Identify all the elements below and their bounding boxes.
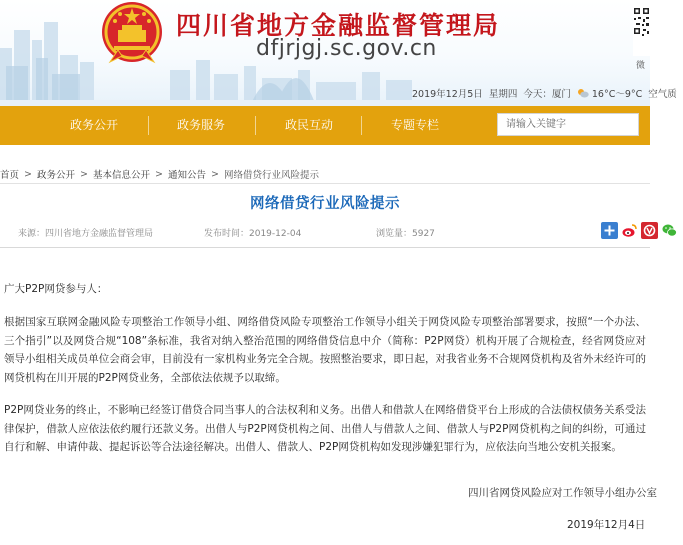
renren-icon[interactable] (641, 222, 658, 239)
article-source: 来源：四川省地方金融监督管理局 (18, 229, 154, 239)
article-signature: 四川省网贷风险应对工作领导小组办公室 (468, 487, 657, 499)
nav-divider (255, 116, 256, 135)
nav-item-government-affairs[interactable]: 政务公开 (69, 118, 118, 132)
article-paragraph: 根据国家互联网金融风险专项整治工作领导小组、网络借贷风险专项整治工作领导小组关于网贷风险专项整治部署要求，按照“一个办法、三个指引”以及网贷合规“108”条标准，我省对纳入整治范围的网络借贷信息中介（简称：P2P网贷）机构开展了合规检查，经省网贷应对领导小组相关成员单位会商会审，目前没有一家机构业务完全合规。按照整治要求，即日起，对我省业务不合规网贷机构及省外未经许可的网贷机构在川开展的P2P网贷业务，全部依法依规予以取缔。 (4, 316, 646, 384)
breadcrumb-notices[interactable]: 通知公告 (167, 170, 206, 181)
divider (0, 183, 650, 184)
divider (0, 247, 650, 248)
share-bar (601, 222, 681, 239)
qr-code-icon[interactable] (633, 4, 650, 56)
article-view-count: 浏览量：5927 (376, 229, 435, 239)
nav-divider (361, 116, 362, 135)
breadcrumb-basic-info[interactable]: 基本信息公开 (92, 170, 150, 181)
date-weather-bar (412, 86, 683, 100)
article-title: 网络借贷行业风险提示 (250, 196, 400, 212)
article-publish-date: 发布时间：2019-12-04 (204, 229, 302, 239)
plus-share-icon[interactable] (601, 222, 618, 239)
weather-city[interactable]: 厦门 (551, 89, 571, 100)
article-salutation: 广大P2P网贷参与人： (4, 283, 108, 295)
today-label: 今天： (523, 89, 552, 100)
article-paragraph: P2P网贷业务的终止，不影响已经签订借贷合同当事人的合法权利和义务。出借人和借款人在网络借贷平台上形成的合法债权债务关系受法律保护，借款人应依法依约履行还款义务。出借人与P2P网贷机构之间、出借人与借款人之间、借款人与P2P网贷机构之间的纠纷，可通过自行和解、申请仲裁、提起诉讼等合法途径解决。出借人、借款人、P2P网贷机构如发现涉嫌犯罪行为，应依法向当地公安机关报案。 (4, 404, 646, 453)
article-sign-date: 2019年12月4日 (567, 519, 646, 531)
breadcrumb-separator: > (24, 168, 32, 180)
breadcrumb-separator: > (210, 168, 219, 180)
weather-temperature: 16°C～9°C (591, 89, 643, 100)
weather-air-quality: 空气质 (648, 89, 677, 100)
partly-cloudy-icon (577, 88, 589, 98)
site-domain: dfjrjgj.sc.gov.cn (256, 36, 437, 61)
breadcrumb-separator: > (80, 168, 88, 180)
site-title: 四川省地方金融监督管理局 (176, 11, 501, 40)
breadcrumb-separator: > (154, 168, 163, 180)
national-emblem-icon (100, 0, 164, 66)
nav-item-public-interaction[interactable]: 政民互动 (284, 118, 333, 132)
breadcrumb (0, 167, 319, 181)
nav-divider (148, 116, 149, 135)
breadcrumb-government-affairs[interactable]: 政务公开 (36, 170, 75, 181)
current-weekday: 星期四 (488, 89, 518, 100)
search-input[interactable]: 请输入关键字 (497, 113, 639, 136)
current-date: 2019年12月5日 (412, 89, 483, 100)
nav-item-government-services[interactable]: 政务服务 (176, 118, 225, 132)
weibo-icon[interactable] (621, 222, 638, 239)
nav-item-special-topics[interactable]: 专题专栏 (390, 118, 439, 132)
breadcrumb-home[interactable]: 首页 (0, 170, 20, 181)
wechat-icon[interactable] (661, 222, 678, 239)
site-header (0, 0, 677, 106)
qr-label: 微 (636, 61, 646, 71)
breadcrumb-current: 网络借贷行业风险提示 (223, 170, 319, 181)
